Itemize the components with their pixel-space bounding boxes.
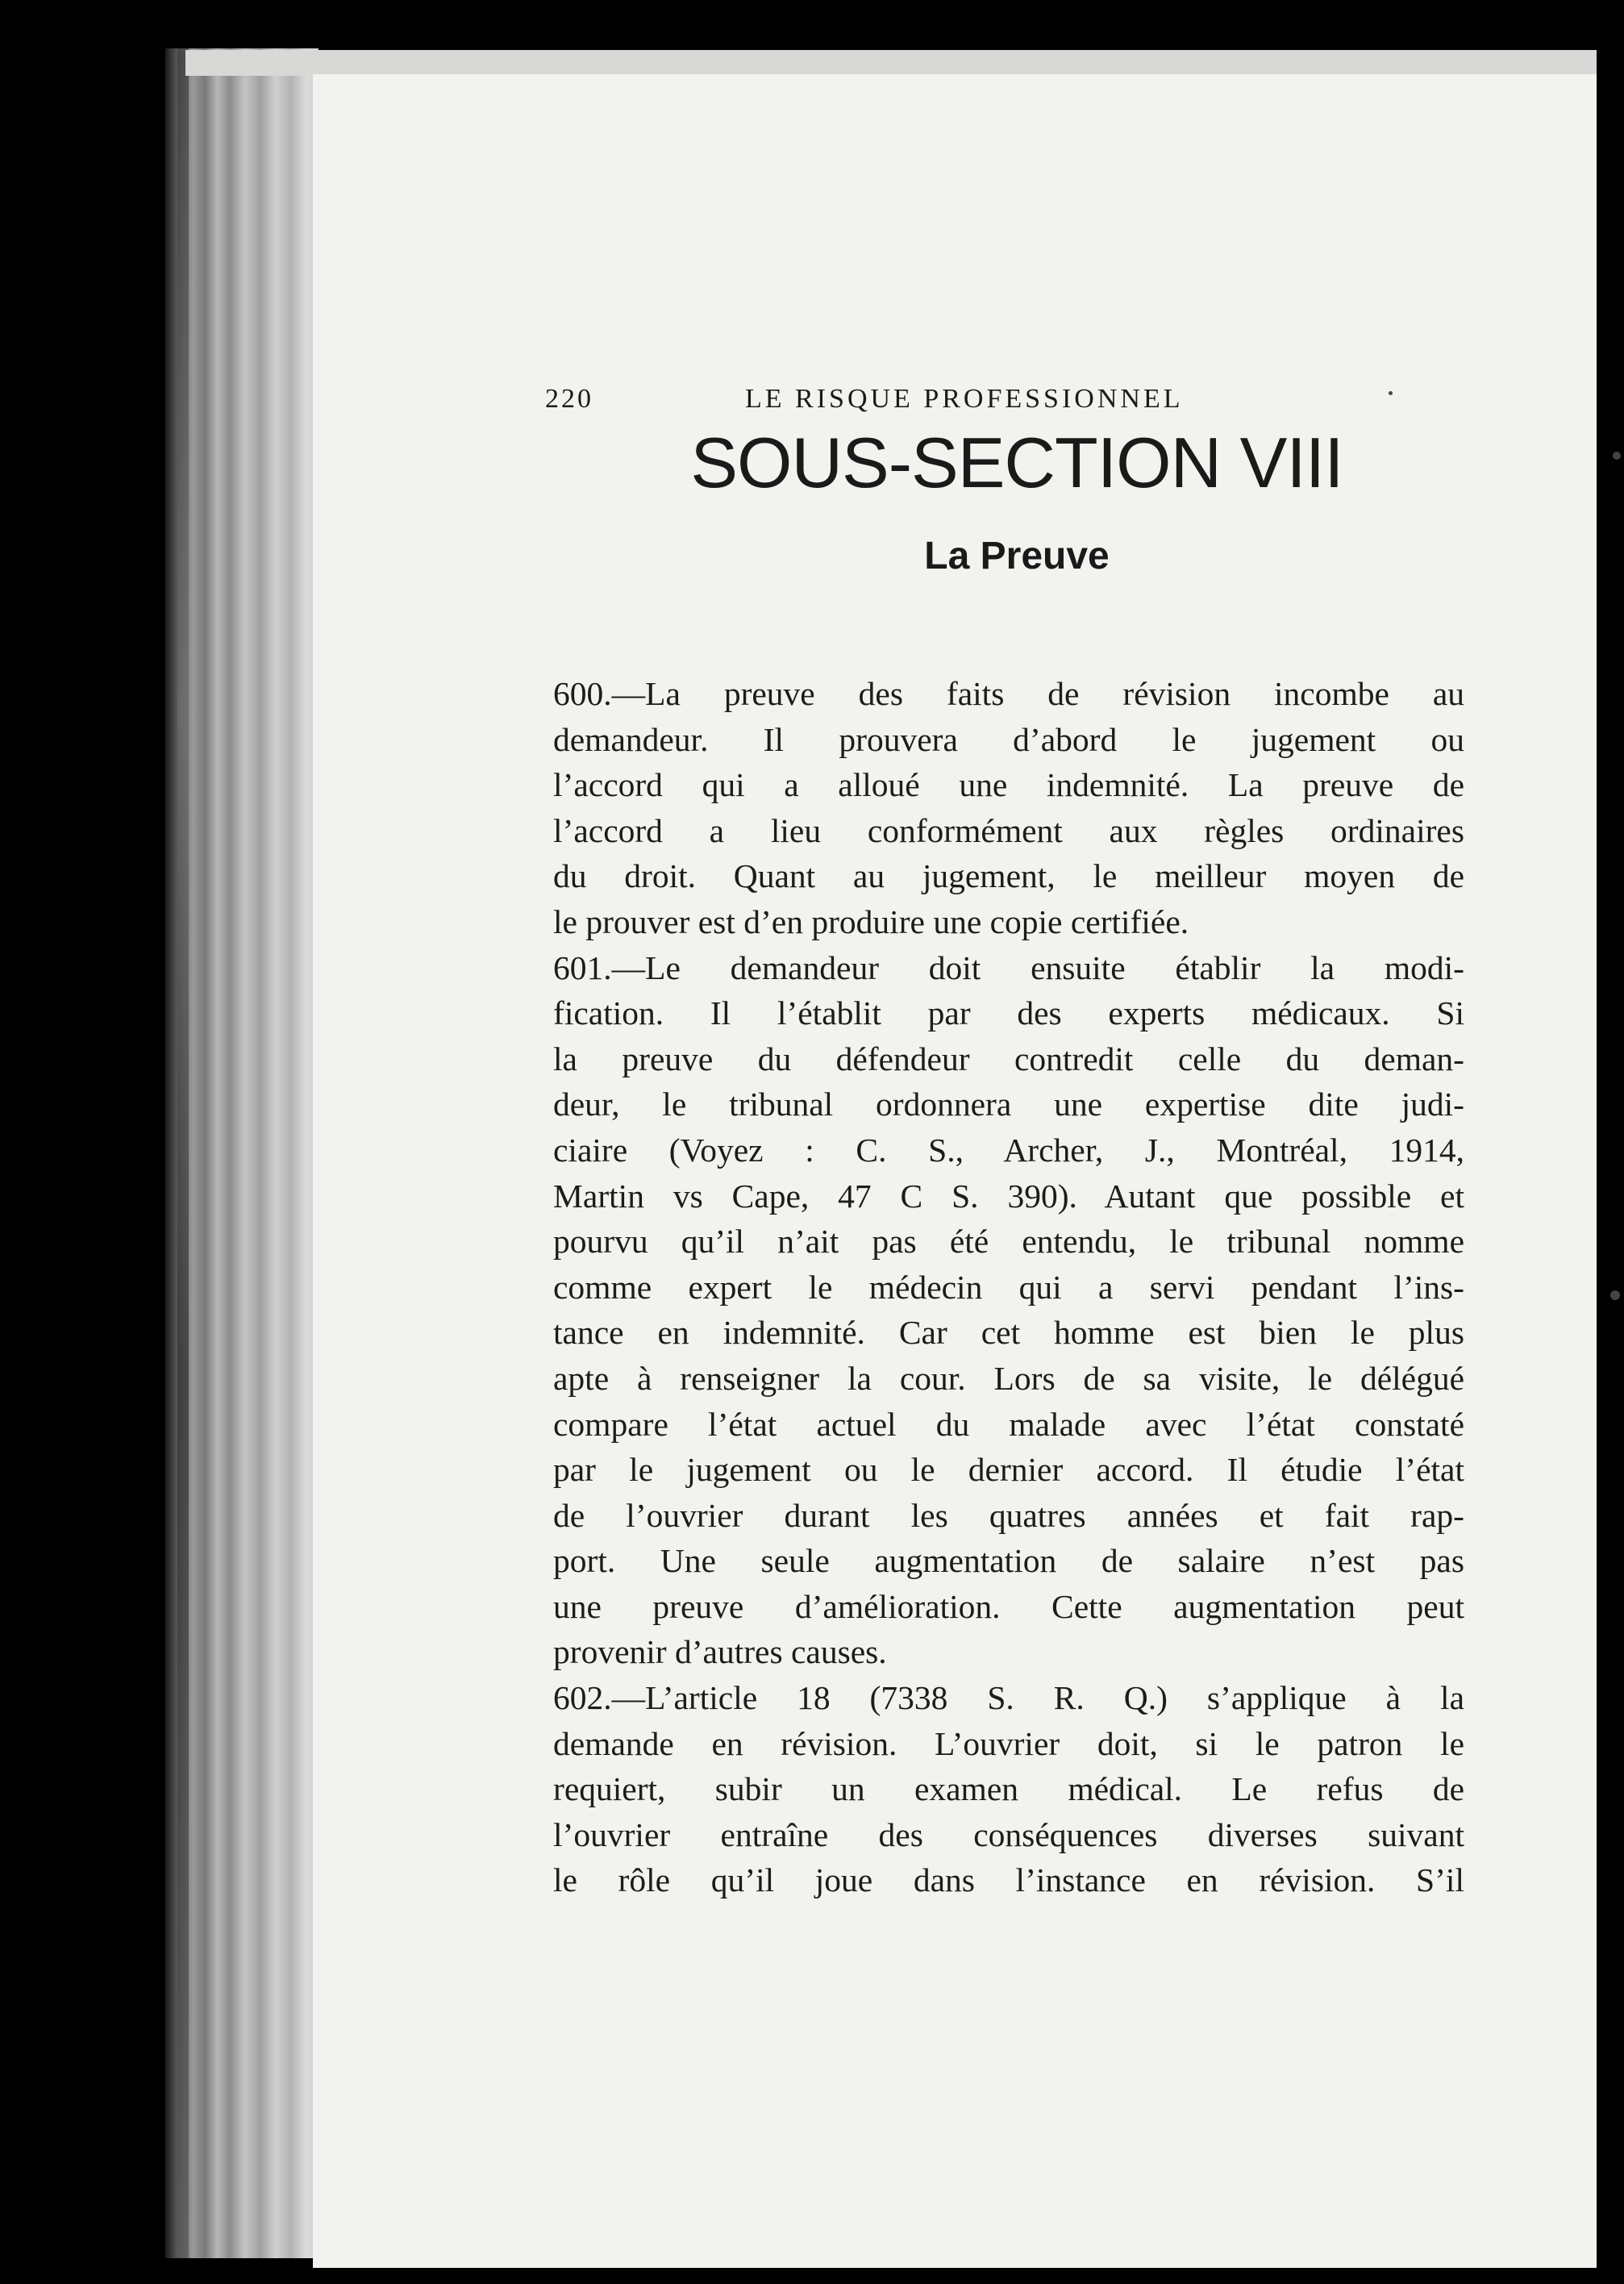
text-line: du droit. Quant au jugement, le meilleur moyen de bbox=[553, 857, 1464, 895]
paragraph bbox=[553, 945, 1464, 1676]
text-line: comme expert le médecin qui a servi pendant l’ins- bbox=[553, 1268, 1464, 1306]
text-line: requiert, subir un examen médical. Le refus de bbox=[553, 1770, 1464, 1808]
text-line: 602.—L’article 18 (7338 S. R. Q.) s’applique à la bbox=[553, 1679, 1464, 1717]
paragraph bbox=[553, 671, 1464, 945]
running-title: LE RISQUE PROFESSIONNEL bbox=[745, 384, 1184, 414]
scan-border bbox=[1597, 48, 1624, 2284]
text-line: ciaire (Voyez : C. S., Archer, J., Montréal, 1914, bbox=[553, 1131, 1464, 1169]
speck-mark bbox=[1610, 1290, 1620, 1300]
text-line: la preuve du défendeur contredit celle du deman- bbox=[553, 1040, 1464, 1077]
text-line: 601.—Le demandeur doit ensuite établir la modi- bbox=[553, 948, 1464, 986]
text-line: port. Une seule augmentation de salaire n’est pas bbox=[553, 1542, 1464, 1580]
text-line: apte à renseigner la cour. Lors de sa visite, le délégué bbox=[553, 1359, 1464, 1397]
text-line: l’accord qui a alloué une indemnité. La preuve de bbox=[553, 766, 1464, 804]
text-line: de l’ouvrier durant les quatres années et fait rap- bbox=[553, 1496, 1464, 1534]
text-line: 600.—La preuve des faits de révision incombe au bbox=[553, 675, 1464, 712]
page-top-edge bbox=[185, 50, 1597, 76]
text-line: pourvu qu’il n’ait pas été entendu, le tribunal nomme bbox=[553, 1223, 1464, 1261]
page-number: 220 bbox=[545, 384, 593, 414]
text-line: fication. Il l’établit par des experts médicaux. Si bbox=[553, 994, 1464, 1032]
text-line: tance en indemnité. Car cet homme est bien le plus bbox=[553, 1314, 1464, 1352]
running-head bbox=[545, 379, 1464, 427]
text-line: par le jugement ou le dernier accord. Il étudie l’état bbox=[553, 1451, 1464, 1489]
text-line: une preuve d’amélioration. Cette augmentation peut bbox=[553, 1587, 1464, 1625]
page-header-block bbox=[545, 379, 1464, 578]
section-title: SOUS-SECTION VIII bbox=[690, 423, 1343, 502]
spine-shadow bbox=[177, 48, 189, 2258]
section-subtitle: La Preuve bbox=[924, 535, 1110, 577]
text-line: le prouver est d’en produire une copie certifiée. bbox=[553, 902, 1189, 940]
text-line: l’ouvrier entraîne des conséquences diverses suivant bbox=[553, 1815, 1464, 1853]
body-text bbox=[553, 671, 1464, 1903]
text-line: compare l’état actuel du malade avec l’état constaté bbox=[553, 1405, 1464, 1443]
text-line: deur, le tribunal ordonnera une expertise dite judi- bbox=[553, 1086, 1464, 1123]
text-line: demandeur. Il prouvera d’abord le jugement ou bbox=[553, 720, 1464, 758]
text-line: demande en révision. L’ouvrier doit, si le patron le bbox=[553, 1724, 1464, 1762]
speck-mark bbox=[1613, 452, 1621, 460]
paragraph bbox=[553, 1675, 1464, 1903]
text-line: Martin vs Cape, 47 C S. 390). Autant que possible et bbox=[553, 1177, 1464, 1215]
text-line: le rôle qu’il joue dans l’instance en révision. S’il bbox=[553, 1861, 1464, 1899]
text-line: l’accord a lieu conformément aux règles ordinaires bbox=[553, 811, 1464, 849]
text-line: provenir d’autres causes. bbox=[553, 1633, 887, 1671]
